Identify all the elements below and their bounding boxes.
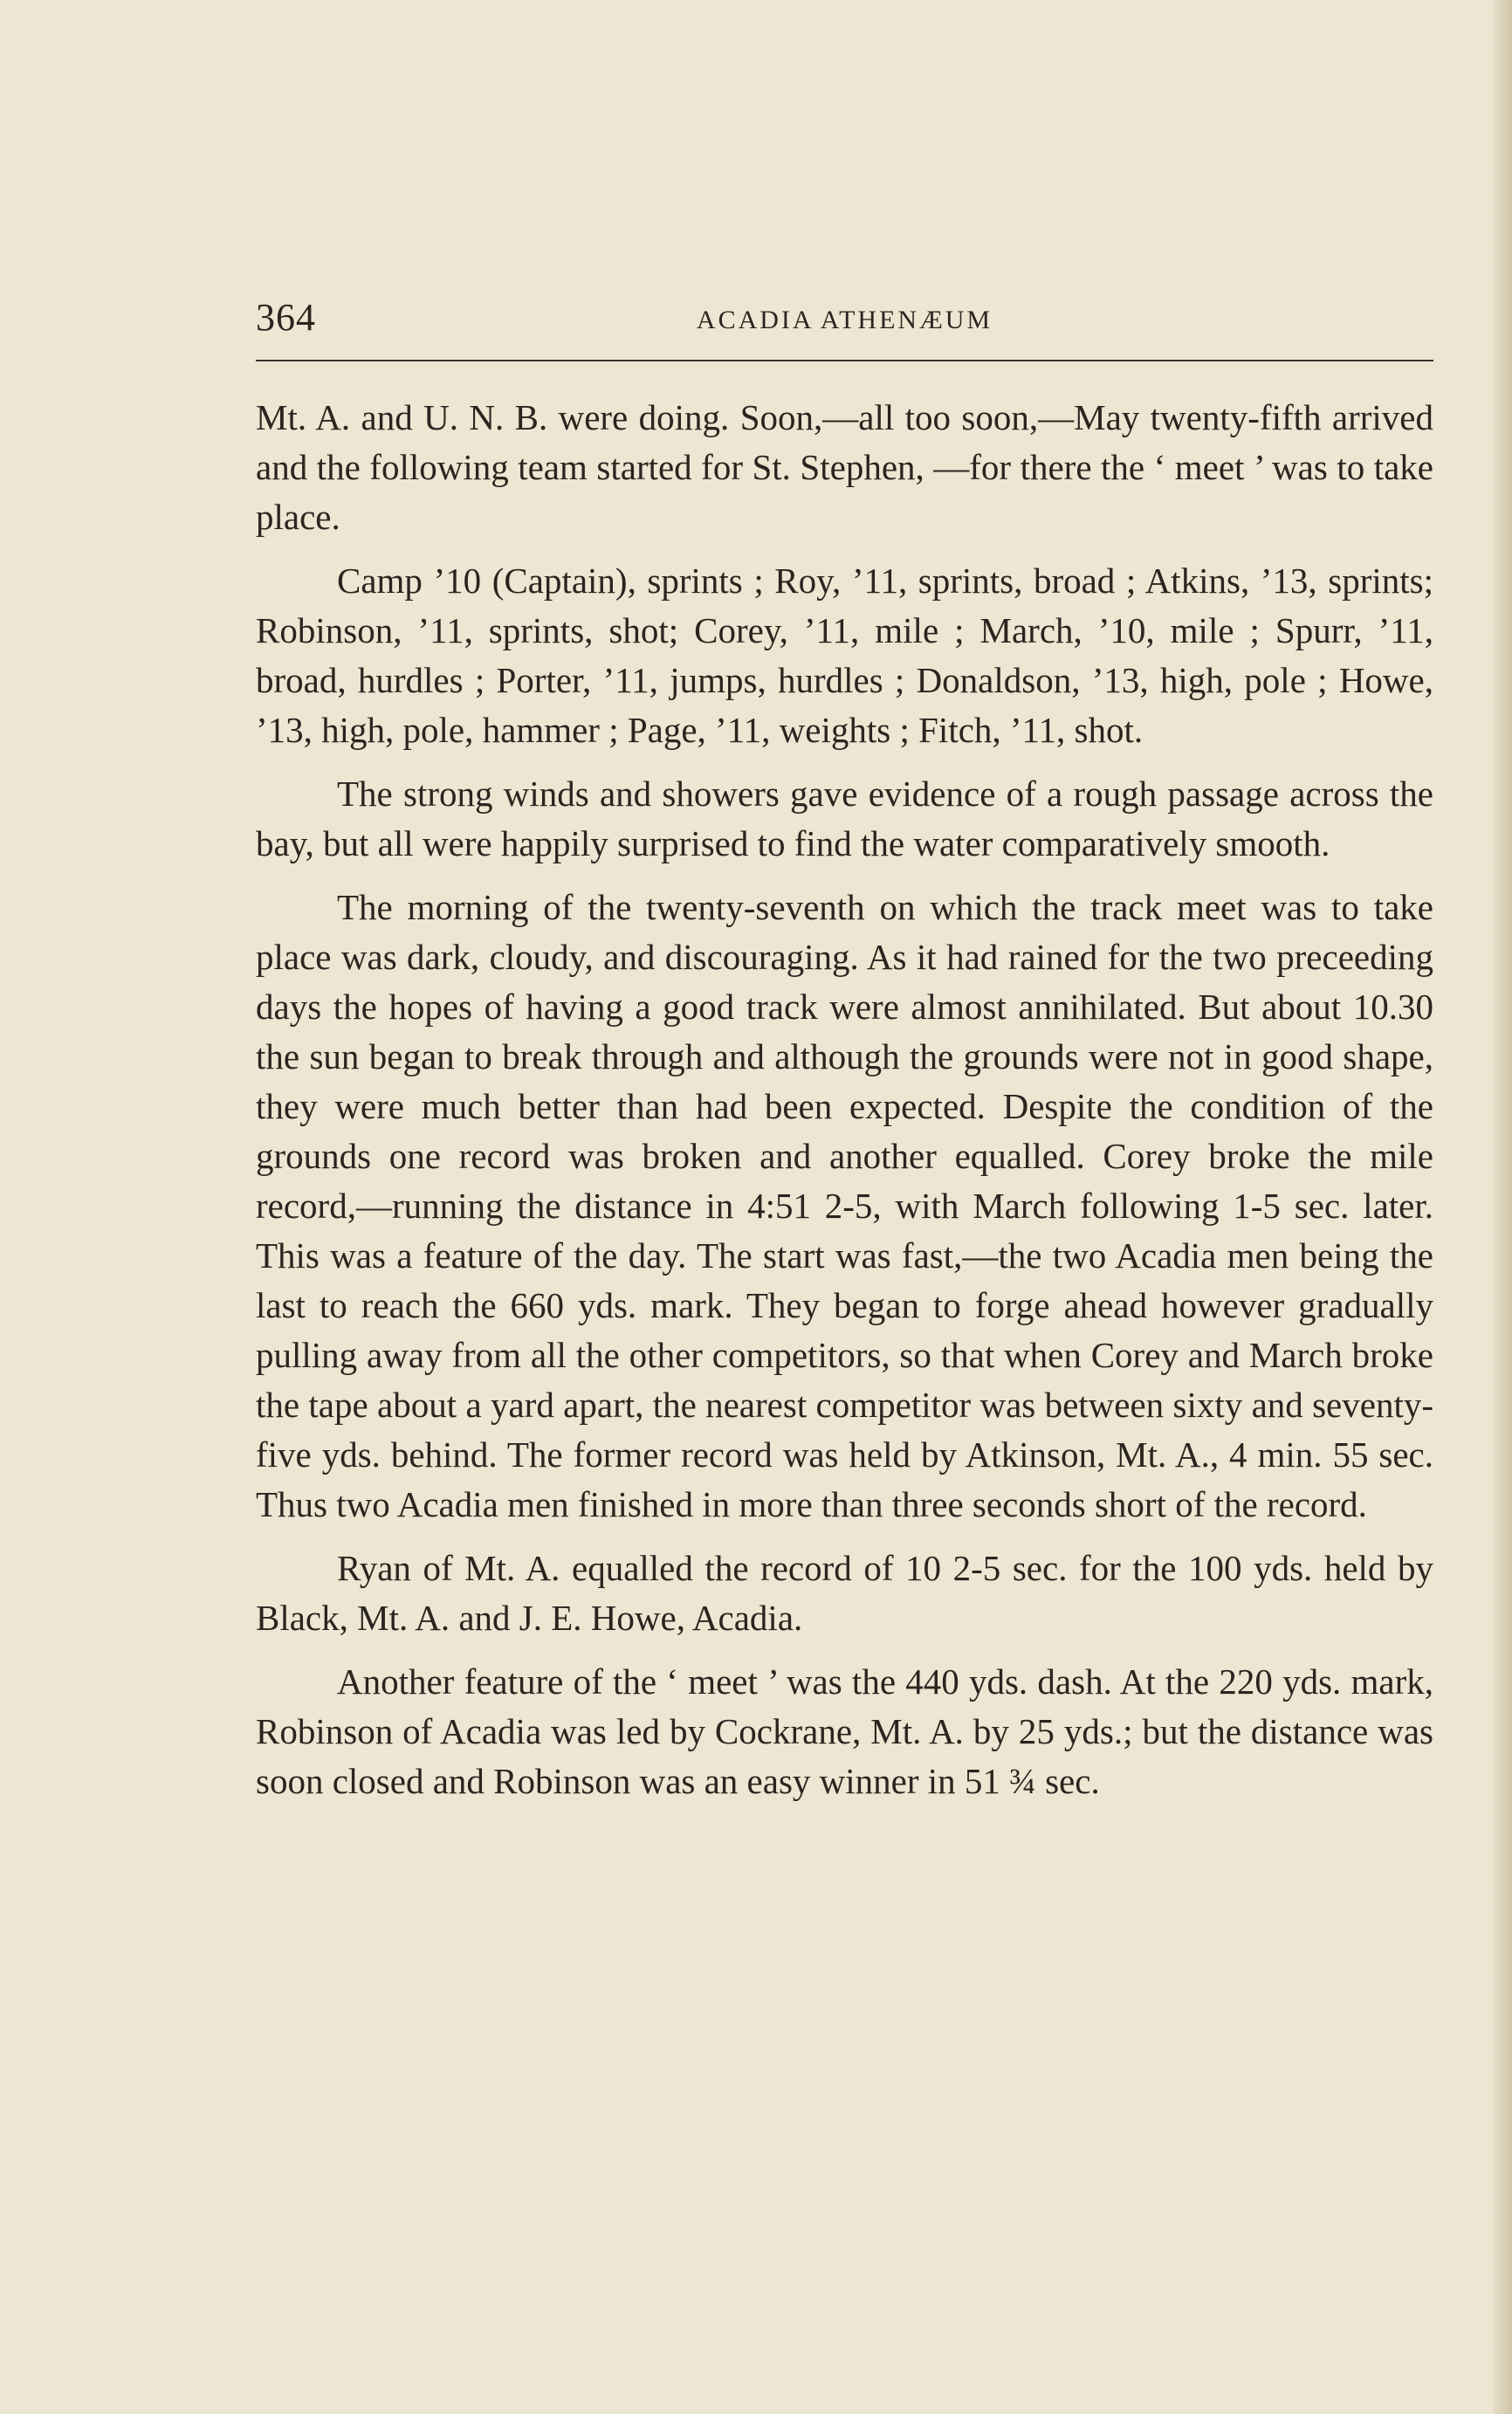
paragraph: Camp ’10 (Captain), sprints ; Roy, ’11, sprints, broad ; Atkins, ’13, sprints; Robinson, ’11, sprints, shot; Corey, ’11, mile ; March, ’10, mile ; Spurr, ’11, broad, hurdles ; Porter, ’11, jumps, hurdles ; Donaldson, ’13, high, pole ; Howe, ’13, high, pole, hammer ; Page, ’11, weights ; Fitch, ’11, shot. <box>256 561 1433 750</box>
article-body <box>256 393 1433 1806</box>
running-head: ACADIA ATHENÆUM <box>696 306 993 334</box>
page-number: 364 <box>256 296 316 339</box>
paragraph: Mt. A. and U. N. B. were doing. Soon,—all too soon,—May twenty-fifth arrived and the following team started for St. Stephen, —for there the ‘ meet ’ was to take place. <box>256 397 1433 537</box>
paragraph: Another feature of the ‘ meet ’ was the 440 yds. dash. At the 220 yds. mark, Robinson of Acadia was led by Cockrane, Mt. A. by 25 yds.; but the distance was soon closed and Robinson was an easy winner in 51 ¾ sec. <box>256 1661 1433 1801</box>
paragraph: The strong winds and showers gave evidence of a rough passage across the bay, but all were happily surprised to find the water comparatively smooth. <box>256 774 1433 863</box>
header-rule <box>256 360 1433 361</box>
paragraph: The morning of the twenty-seventh on which the track meet was to take place was dark, cloudy, and discouraging. As it had rained for the two preceeding days the hopes of having a good track were almost annihilated. But about 10.30 the sun began to break through and although the grounds were not in good shape, they were much better than had been expected. Despite the condition of the grounds one record was broken and another equalled. Corey broke the mile record,—running the distance in 4:51 2-5, with March following 1-5 sec. later. This was a feature of the day. The start was fast,—the two Acadia men being the last to reach the 660 yds. mark. They began to forge ahead however gradually pulling away from all the other competitors, so that when Corey and March broke the tape about a yard apart, the nearest competitor was between sixty and seventy-five yds. behind. The former record was held by Atkinson, Mt. A., 4 min. 55 sec. Thus two Acadia men finished in more than three seconds short of the record. <box>256 887 1433 1524</box>
paragraph: Ryan of Mt. A. equalled the record of 10 2-5 sec. for the 100 yds. held by Black, Mt. A. and J. E. Howe, Acadia. <box>256 1548 1433 1638</box>
page-edge-shadow <box>1493 0 1512 2414</box>
page-header <box>256 288 1433 351</box>
